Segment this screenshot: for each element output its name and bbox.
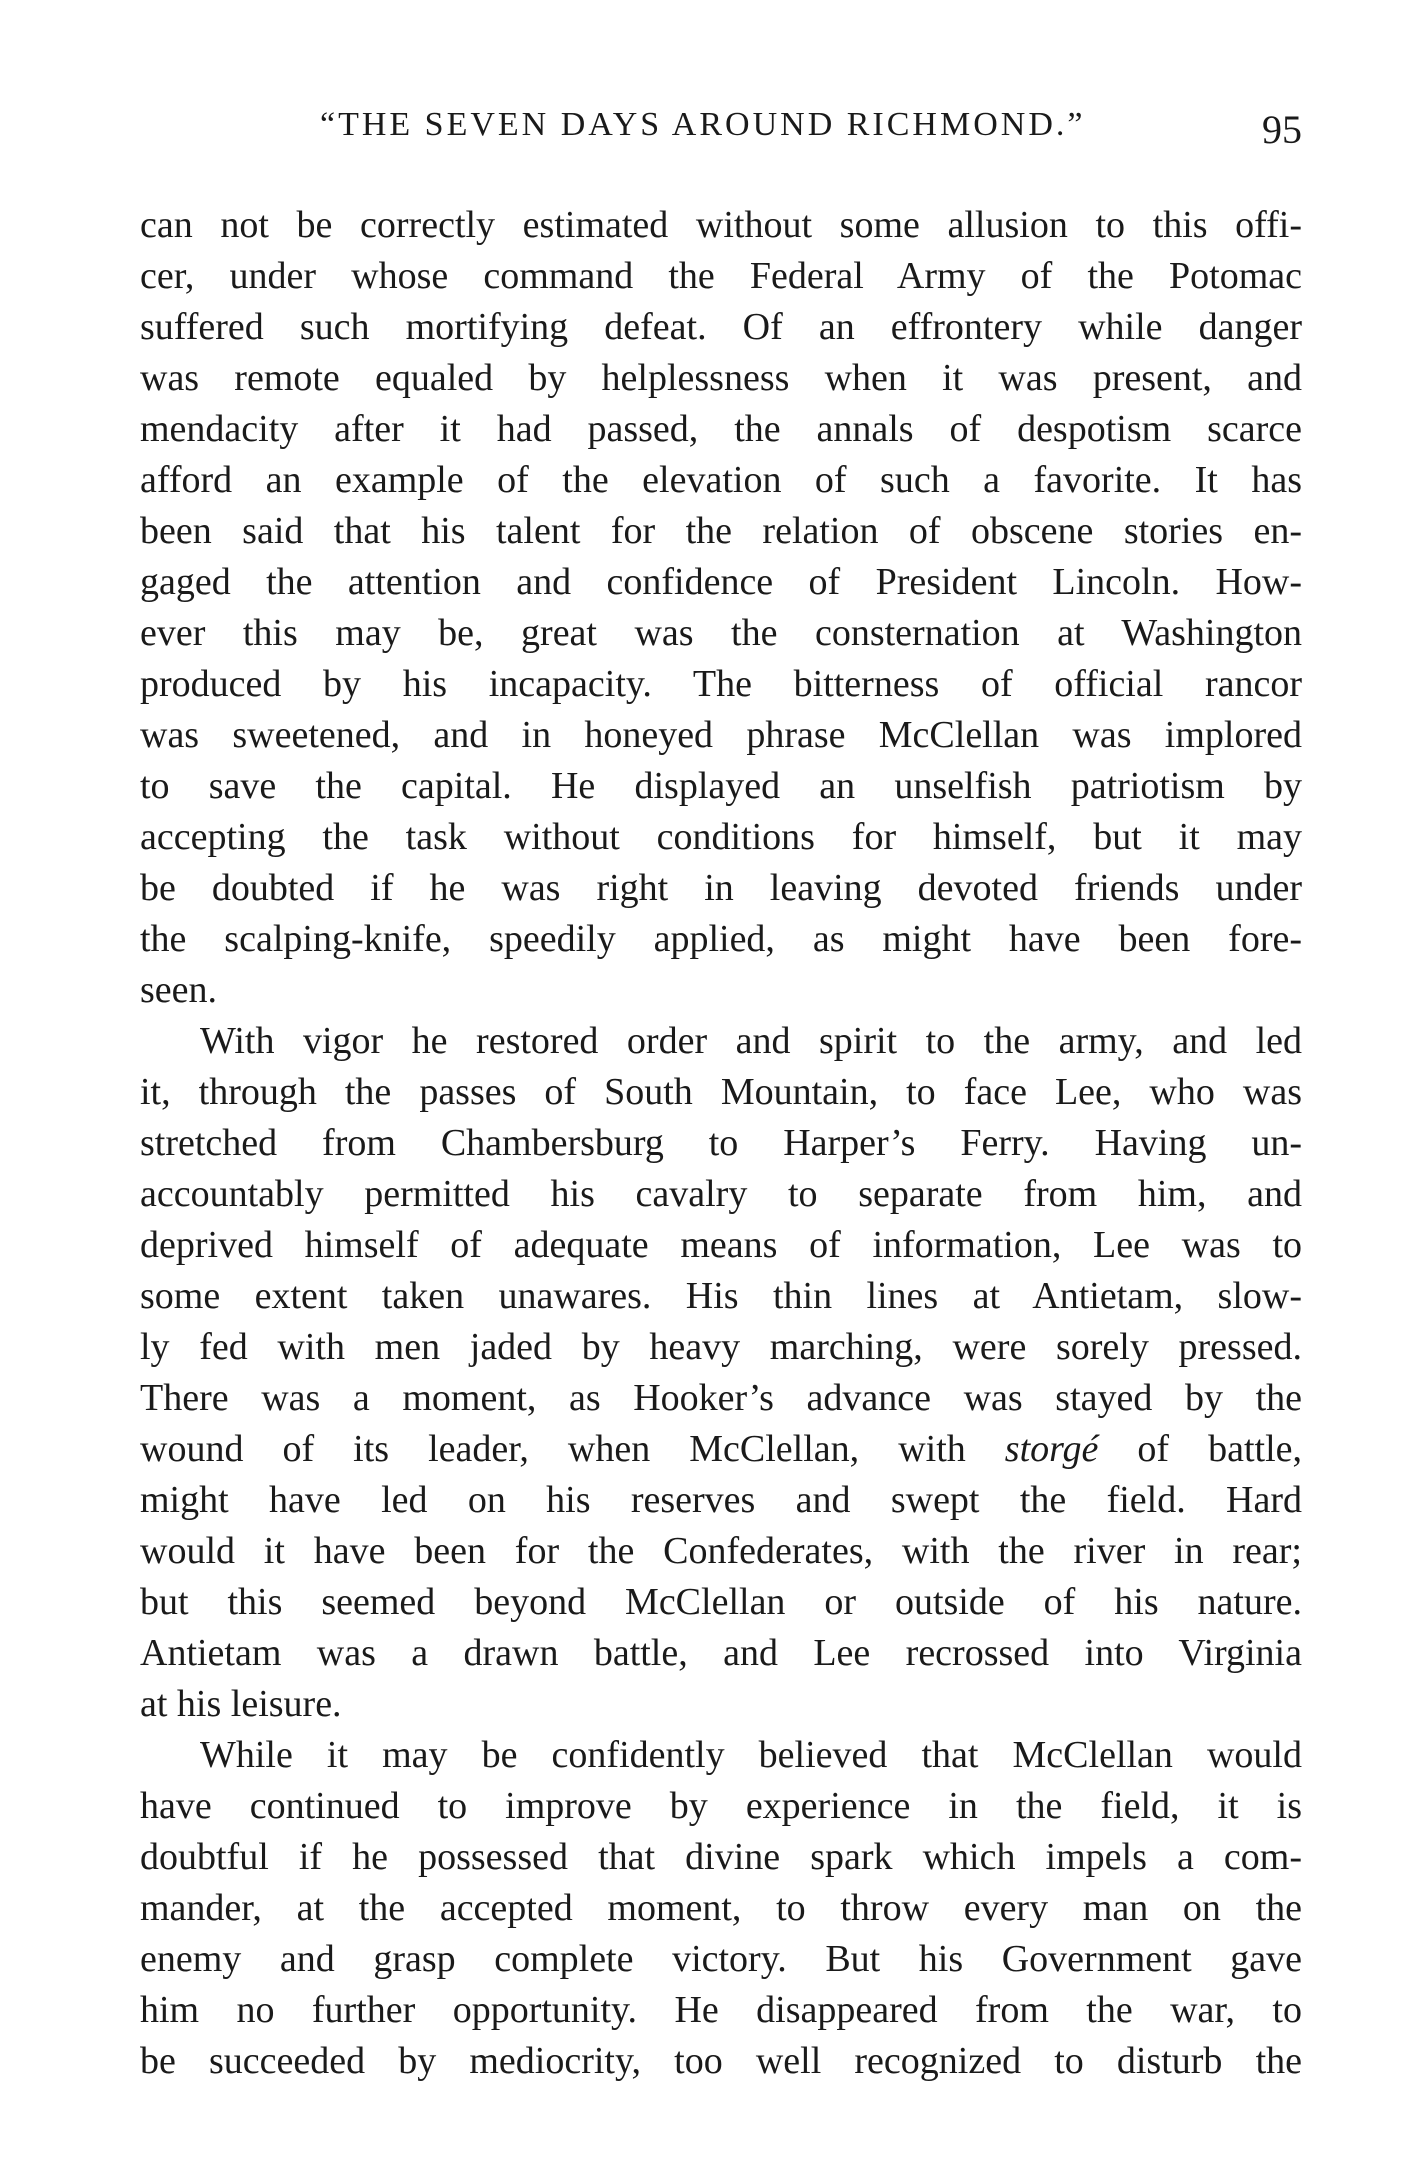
- text-line: accountably permitted his cavalry to separate from him, and: [140, 1173, 1302, 1215]
- text-line: have continued to improve by experience in the field, it is: [140, 1785, 1302, 1827]
- paragraph: [140, 200, 1302, 1016]
- text-line: seen.: [140, 969, 218, 1011]
- text-line: can not be correctly estimated without some allusion to this offi-: [140, 204, 1302, 246]
- text-line: him no further opportunity. He disappeared from the war, to: [140, 1989, 1302, 2031]
- text-line: was remote equaled by helplessness when it was present, and: [140, 357, 1302, 399]
- running-title: “THE SEVEN DAYS AROUND RICHMOND.”: [320, 106, 1086, 143]
- body-text: [140, 200, 1302, 2087]
- text-line: stretched from Chambersburg to Harper’s Ferry. Having un-: [140, 1122, 1302, 1164]
- text-line: the scalping-knife, speedily applied, as might have been fore-: [140, 918, 1302, 960]
- page-number: 95: [1262, 107, 1302, 152]
- text-line: it, through the passes of South Mountain, to face Lee, who was: [140, 1071, 1302, 1113]
- text-line: but this seemed beyond McClellan or outside of his nature.: [140, 1581, 1302, 1623]
- text-line: would it have been for the Confederates, with the river in rear;: [140, 1530, 1302, 1572]
- paragraph: [140, 1016, 1302, 1730]
- text-line: mander, at the accepted moment, to throw every man on the: [140, 1887, 1302, 1929]
- text-line: While it may be confidently believed that McClellan would: [200, 1734, 1302, 1776]
- text-line: at his leisure.: [140, 1683, 342, 1725]
- text-line: was sweetened, and in honeyed phrase McClellan was implored: [140, 714, 1302, 756]
- text-line: wound of its leader, when McClellan, with storgé of battle,: [140, 1428, 1302, 1470]
- text-line: afford an example of the elevation of such a favorite. It has: [140, 459, 1302, 501]
- text-line: There was a moment, as Hooker’s advance was stayed by the: [140, 1377, 1302, 1419]
- text-line: mendacity after it had passed, the annals of despotism scarce: [140, 408, 1302, 450]
- text-line: deprived himself of adequate means of information, Lee was to: [140, 1224, 1302, 1266]
- text-line: be succeeded by mediocrity, too well recognized to disturb the: [140, 2040, 1302, 2082]
- text-line: doubtful if he possessed that divine spark which impels a com-: [140, 1836, 1302, 1878]
- text-line: With vigor he restored order and spirit to the army, and led: [200, 1020, 1302, 1062]
- italic-term: storgé: [1004, 1428, 1099, 1470]
- text-line: might have led on his reserves and swept the field. Hard: [140, 1479, 1302, 1521]
- text-line: suffered such mortifying defeat. Of an effrontery while danger: [140, 306, 1302, 348]
- text-line: been said that his talent for the relation of obscene stories en-: [140, 510, 1302, 552]
- text-line: enemy and grasp complete victory. But his Government gave: [140, 1938, 1302, 1980]
- text-line: ever this may be, great was the consternation at Washington: [140, 612, 1302, 654]
- text-line: gaged the attention and confidence of President Lincoln. How-: [140, 561, 1302, 603]
- text-line: accepting the task without conditions for himself, but it may: [140, 816, 1302, 858]
- text-line: be doubted if he was right in leaving devoted friends under: [140, 867, 1302, 909]
- text-line: ly fed with men jaded by heavy marching, were sorely pressed.: [140, 1326, 1302, 1368]
- paragraph: [140, 1730, 1302, 2087]
- text-line: to save the capital. He displayed an unselfish patriotism by: [140, 765, 1302, 807]
- text-line: produced by his incapacity. The bitterness of official rancor: [140, 663, 1302, 705]
- running-header: [140, 106, 1302, 154]
- text-line: Antietam was a drawn battle, and Lee recrossed into Virginia: [140, 1632, 1302, 1674]
- text-line: cer, under whose command the Federal Army of the Potomac: [140, 255, 1302, 297]
- text-line: some extent taken unawares. His thin lines at Antietam, slow-: [140, 1275, 1302, 1317]
